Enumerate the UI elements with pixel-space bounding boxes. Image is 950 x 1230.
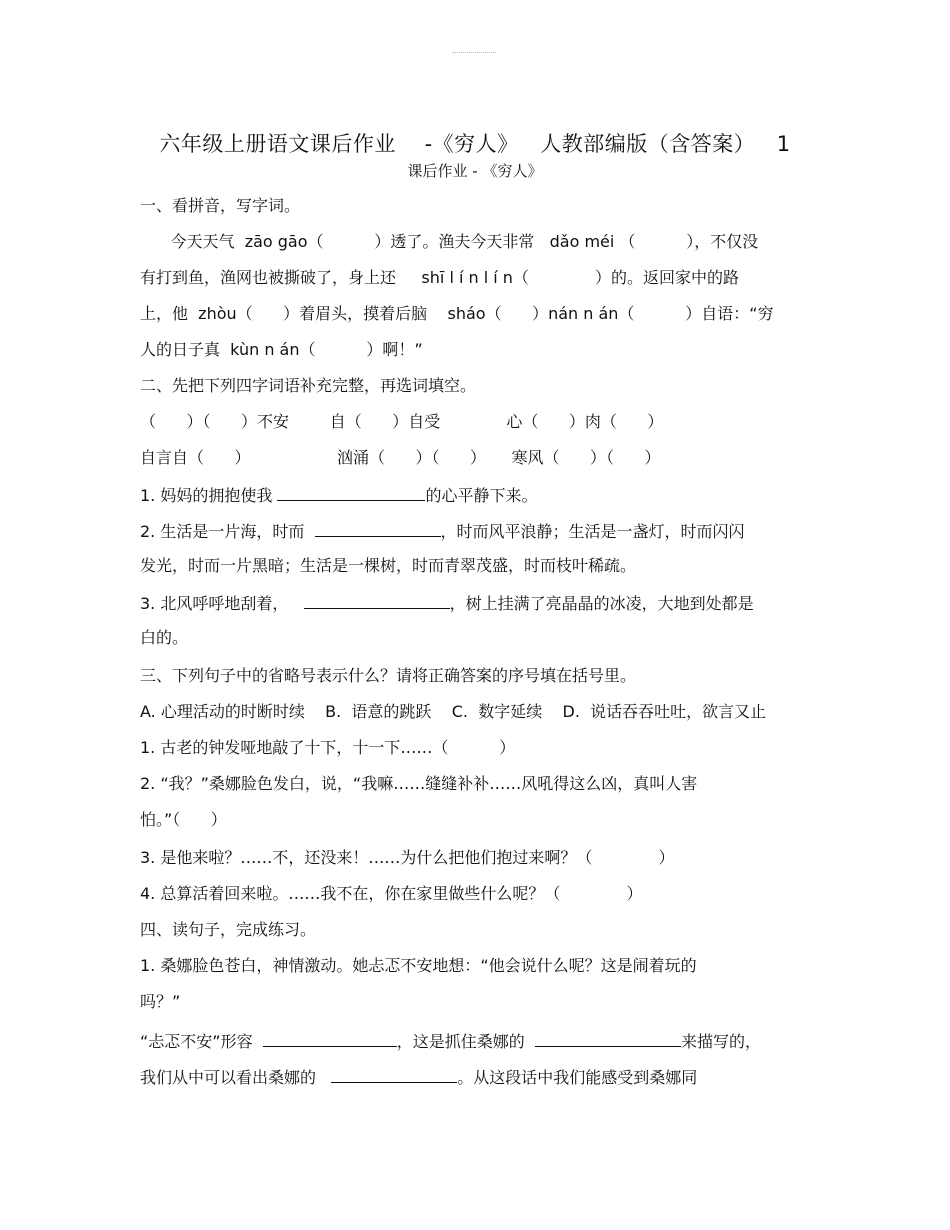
section4-question-1-cont: 吗？” bbox=[140, 992, 181, 1011]
section2-question-2-cont: 发光，时而一片黑暗；生活是一棵树，时而青翠茂盛，时而枝叶稀疏。 bbox=[140, 556, 637, 575]
section1-line-2: 有打到鱼，渔网也被撕破了，身上还 shī l í n l í n（ ）的。返回家中的路 bbox=[140, 268, 740, 287]
fill-text-2: ，这是抓住桑娜的 bbox=[396, 1032, 535, 1051]
section1-line-3: 上，他 zhòu（ ）着眉头，摸着后脑 sháo（ ）nán n án（ ）自语：“穷 bbox=[140, 304, 774, 323]
section1-line-1: 今天天气 zāo gāo（ ）透了。渔夫今天非常 dǎo méi （ ），不仅没 bbox=[140, 232, 759, 251]
section2-question-1 bbox=[140, 486, 537, 504]
q1-text-b: 的心平静下来。 bbox=[425, 486, 538, 505]
answer-blank[interactable] bbox=[331, 1068, 457, 1083]
section2-question-3-cont: 白的。 bbox=[140, 628, 189, 647]
q3-text-a: 3. 北风呼呼地刮着， bbox=[140, 594, 304, 613]
fill-text-3: 来描写的， bbox=[680, 1032, 761, 1051]
answer-blank[interactable] bbox=[277, 486, 425, 501]
q2-text-a: 2. 生活是一片海，时而 bbox=[140, 522, 315, 541]
q1-text-a: 1. 妈妈的拥抱使我 bbox=[140, 486, 278, 505]
section3-options: A. 心理活动的时断时续 B. 语意的跳跃 C. 数字延续 D. 说话吞吞吐吐，欲言又止 bbox=[140, 702, 767, 721]
section3-question-2-cont: 怕。”（ ） bbox=[140, 810, 227, 829]
answer-blank[interactable] bbox=[315, 522, 441, 537]
section4-question-1-fill-cont bbox=[140, 1068, 697, 1086]
q3-text-b: ，树上挂满了亮晶晶的冰凌，大地到处都是 bbox=[449, 594, 754, 613]
section2-heading: 二、先把下列四字词语补充完整，再选词填空。 bbox=[140, 376, 477, 395]
top-mark bbox=[452, 52, 496, 54]
section2-word-row-2: 自言自（ ） 汹涌（ ）（ ） 寒风（ ）（ ） bbox=[140, 448, 661, 467]
section4-heading: 四、读句子，完成练习。 bbox=[140, 920, 317, 939]
answer-blank[interactable] bbox=[535, 1032, 681, 1047]
section3-question-2: 2. “我？”桑娜脸色发白，说，“我嘛……缝缝补补……风吼得这么凶，真叫人害 bbox=[140, 774, 698, 793]
answer-blank[interactable] bbox=[304, 594, 450, 609]
q2-text-b: ，时而风平浪静；生活是一盏灯，时而闪闪 bbox=[440, 522, 745, 541]
page-title: 六年级上册语文课后作业 -《穷人》 人教部编版（含答案） 1 bbox=[159, 132, 791, 156]
fill-text-1: “忐忑不安”形容 bbox=[140, 1032, 263, 1051]
section4-question-1: 1. 桑娜脸色苍白，神情激动。她忐忑不安地想：“他会说什么呢？这是闹着玩的 bbox=[140, 956, 697, 975]
section2-question-3 bbox=[140, 594, 754, 612]
section4-question-1-fill bbox=[140, 1032, 761, 1050]
fill-text-4: 我们从中可以看出桑娜的 bbox=[140, 1068, 332, 1087]
answer-blank[interactable] bbox=[263, 1032, 397, 1047]
page-subtitle: 课后作业 - 《穷人》 bbox=[407, 162, 543, 180]
section3-heading: 三、下列句子中的省略号表示什么？请将正确答案的序号填在括号里。 bbox=[140, 666, 637, 685]
section1-line-4: 人的日子真 kùn n án（ ）啊！” bbox=[140, 340, 423, 359]
section2-word-row-1: （ ）（ ）不安 自（ ）自受 心（ ）肉（ ） bbox=[140, 412, 664, 431]
section2-question-2 bbox=[140, 522, 745, 540]
section3-question-3: 3. 是他来啦？……不，还没来！……为什么把他们抱过来啊？（ ） bbox=[140, 848, 675, 867]
section3-question-1: 1. 古老的钟发哑地敲了十下，十一下……（ ） bbox=[140, 738, 516, 757]
section1-heading: 一、看拼音，写字词。 bbox=[140, 196, 301, 215]
fill-text-5: 。从这段话中我们能感受到桑娜同 bbox=[457, 1068, 698, 1087]
section3-question-4: 4. 总算活着回来啦。……我不在，你在家里做些什么呢？（ ） bbox=[140, 884, 643, 903]
